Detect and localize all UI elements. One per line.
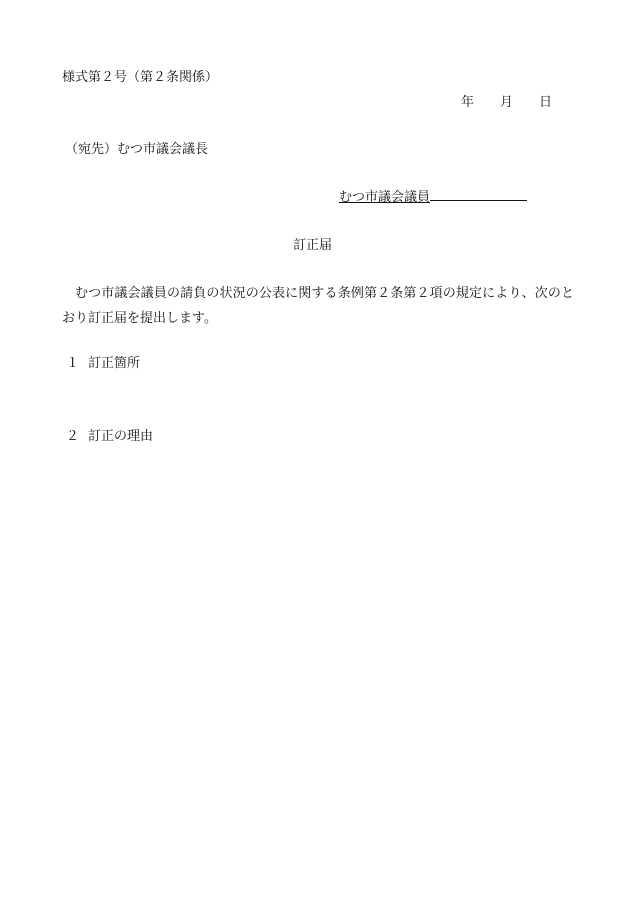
list-item bbox=[66, 352, 140, 371]
item-label: 訂正の理由 bbox=[88, 429, 154, 444]
member-label: むつ市議会議員 bbox=[339, 190, 431, 205]
addressee: （宛先）むつ市議会議長 bbox=[65, 142, 209, 157]
form-number: 様式第２号（第２条関係） bbox=[62, 70, 219, 85]
member-signature-line bbox=[339, 186, 527, 205]
item-number: １ bbox=[66, 356, 80, 371]
document-title: 訂正届 bbox=[293, 238, 333, 253]
item-number: ２ bbox=[66, 429, 80, 444]
item-label: 訂正箇所 bbox=[88, 356, 141, 371]
date-day: 日 bbox=[539, 95, 553, 110]
body-paragraph bbox=[62, 281, 574, 331]
date-year: 年 bbox=[461, 95, 475, 110]
list-item bbox=[66, 425, 153, 444]
signature-blank bbox=[430, 187, 527, 201]
date-line bbox=[461, 91, 552, 110]
date-month: 月 bbox=[500, 95, 514, 110]
body-text: むつ市議会議員の請負の状況の公表に関する条例第２条第２項の規定により、次のとおり訂正届を提出します。 bbox=[62, 286, 574, 326]
